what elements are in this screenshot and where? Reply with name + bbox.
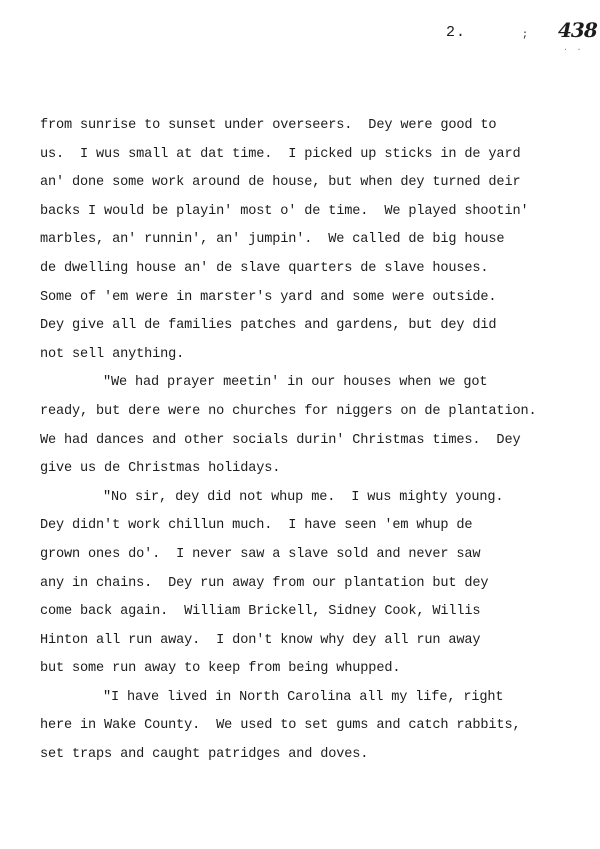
typed-body-text <box>40 112 580 770</box>
text-line: come back again. William Brickell, Sidney Cook, Willis <box>40 604 481 620</box>
archive-stamp-marks: . . <box>563 44 584 53</box>
text-line: from sunrise to sunset under overseers. Dey were good to <box>40 118 497 133</box>
text-line: give us de Christmas holidays. <box>40 461 281 477</box>
text-line: Some of 'em were in marster's yard and some were outside. <box>40 289 497 305</box>
archive-stamp-number: 438 <box>558 18 597 42</box>
text-line: Dey give all de families patches and gardens, but dey did <box>40 318 497 334</box>
text-line: here in Wake County. We used to set gums and catch rabbits, <box>40 718 521 734</box>
text-line: set traps and caught patridges and doves. <box>40 747 369 763</box>
text-line: us. I wus small at dat time. I picked up sticks in de yard <box>40 146 521 162</box>
text-line: ready, but dere were no churches for niggers on de plantation. <box>40 403 537 419</box>
text-line: grown ones do'. I never saw a slave sold and never saw <box>40 546 481 562</box>
text-line: but some run away to keep from being whupped. <box>40 661 401 677</box>
tick-mark: ; <box>522 30 529 41</box>
text-line: not sell anything. <box>40 346 185 362</box>
text-line: any in chains. Dey run away from our plantation but dey <box>40 575 489 591</box>
text-line: We had dances and other socials durin' Christmas times. Dey <box>40 432 521 448</box>
text-line: backs I would be playin' most o' de time. We played shootin' <box>40 203 529 219</box>
text-line: marbles, an' runnin', an' jumpin'. We called de big house <box>40 232 505 248</box>
text-line: Hinton all run away. I don't know why dey all run away <box>40 632 481 648</box>
text-line: "I have lived in North Carolina all my life, right <box>103 689 504 705</box>
text-line: an' done some work around de house, but when dey turned deir <box>40 175 521 191</box>
text-line: de dwelling house an' de slave quarters de slave houses. <box>40 260 489 276</box>
page-number: 2. <box>446 24 467 41</box>
text-line: "We had prayer meetin' in our houses when we got <box>103 375 488 391</box>
text-line: Dey didn't work chillun much. I have seen 'em whup de <box>40 518 473 534</box>
text-line: "No sir, dey did not whup me. I wus mighty young. <box>103 489 504 505</box>
